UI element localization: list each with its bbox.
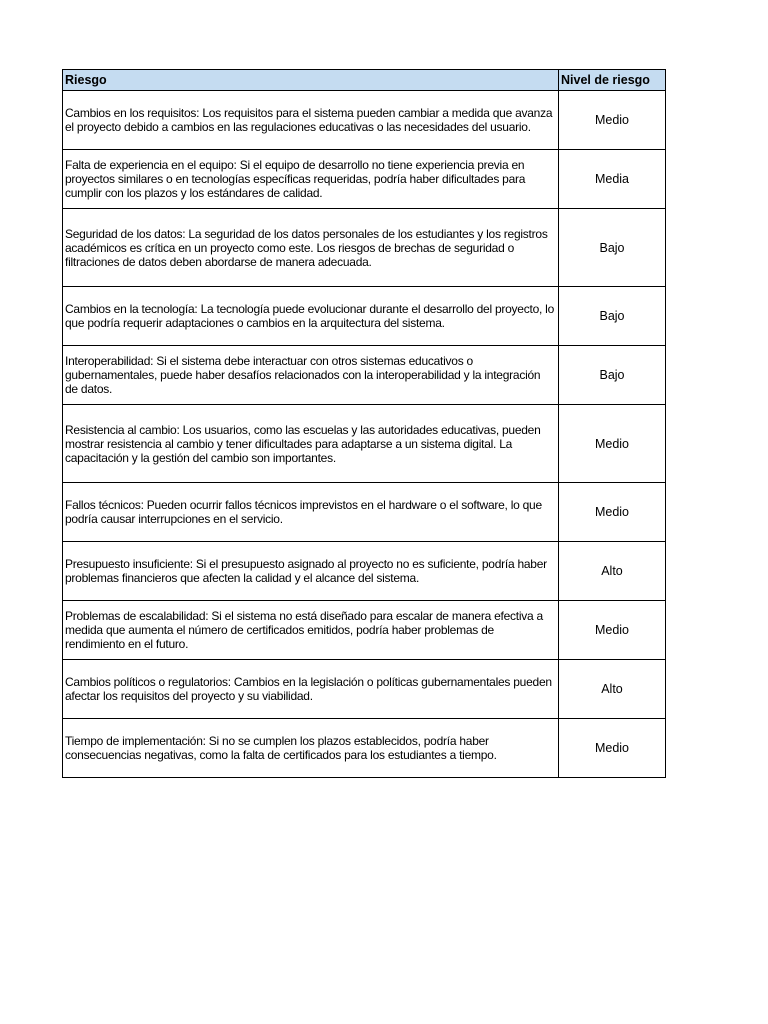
risk-level: Bajo — [559, 209, 666, 287]
risk-description: Presupuesto insuficiente: Si el presupuesto asignado al proyecto no es suficiente, podría haber problemas financieros que afecten la calidad y el alcance del sistema. — [63, 542, 559, 601]
table-row — [63, 719, 666, 778]
table-row — [63, 601, 666, 660]
risk-level: Bajo — [559, 287, 666, 346]
risk-description: Interoperabilidad: Si el sistema debe interactuar con otros sistemas educativos o gubernamentales, puede haber desafíos relacionados con la interoperabilidad y la integración de datos. — [63, 346, 559, 405]
risk-description: Falta de experiencia en el equipo: Si el equipo de desarrollo no tiene experiencia previa en proyectos similares o en tecnologías específicas requeridas, podría haber dificultades para cumplir con los plazos y los estándares de calidad. — [63, 150, 559, 209]
table-header — [63, 70, 666, 91]
table-row — [63, 91, 666, 150]
risk-description: Seguridad de los datos: La seguridad de los datos personales de los estudiantes y los registros académicos es crítica en un proyecto como este. Los riesgos de brechas de seguridad o filtraciones de datos deben abordarse de manera adecuada. — [63, 209, 559, 287]
risk-level: Alto — [559, 660, 666, 719]
risk-level: Media — [559, 150, 666, 209]
risk-level: Medio — [559, 405, 666, 483]
risk-level: Medio — [559, 91, 666, 150]
table-row — [63, 542, 666, 601]
risk-description: Problemas de escalabilidad: Si el sistema no está diseñado para escalar de manera efectiva a medida que aumenta el número de certificados emitidos, podría haber problemas de rendimiento en el futuro. — [63, 601, 559, 660]
risk-level: Medio — [559, 601, 666, 660]
risk-table — [62, 69, 666, 778]
risk-description: Resistencia al cambio: Los usuarios, como las escuelas y las autoridades educativas, pueden mostrar resistencia al cambio y tener dificultades para adaptarse a un sistema digital. La capacitación y la gestión del cambio son importantes. — [63, 405, 559, 483]
risk-description: Cambios en los requisitos: Los requisitos para el sistema pueden cambiar a medida que avanza el proyecto debido a cambios en las regulaciones educativas o las necesidades del usuario. — [63, 91, 559, 150]
risk-description: Fallos técnicos: Pueden ocurrir fallos técnicos imprevistos en el hardware o el software, lo que podría causar interrupciones en el servicio. — [63, 483, 559, 542]
table-row — [63, 405, 666, 483]
risk-description: Cambios políticos o regulatorios: Cambios en la legislación o políticas gubernamentales pueden afectar los requisitos del proyecto y su viabilidad. — [63, 660, 559, 719]
table-row — [63, 483, 666, 542]
table-row — [63, 150, 666, 209]
table-body — [63, 91, 666, 778]
header-row — [63, 70, 666, 91]
header-risk: Riesgo — [63, 70, 559, 91]
table-row — [63, 209, 666, 287]
table-row — [63, 346, 666, 405]
risk-description: Tiempo de implementación: Si no se cumplen los plazos establecidos, podría haber consecuencias negativas, como la falta de certificados para los estudiantes a tiempo. — [63, 719, 559, 778]
risk-level: Medio — [559, 719, 666, 778]
risk-description: Cambios en la tecnología: La tecnología puede evolucionar durante el desarrollo del proyecto, lo que podría requerir adaptaciones o cambios en la arquitectura del sistema. — [63, 287, 559, 346]
risk-level: Alto — [559, 542, 666, 601]
table-row — [63, 287, 666, 346]
risk-level: Medio — [559, 483, 666, 542]
risk-level: Bajo — [559, 346, 666, 405]
table-row — [63, 660, 666, 719]
header-risk-level: Nivel de riesgo — [559, 70, 666, 91]
